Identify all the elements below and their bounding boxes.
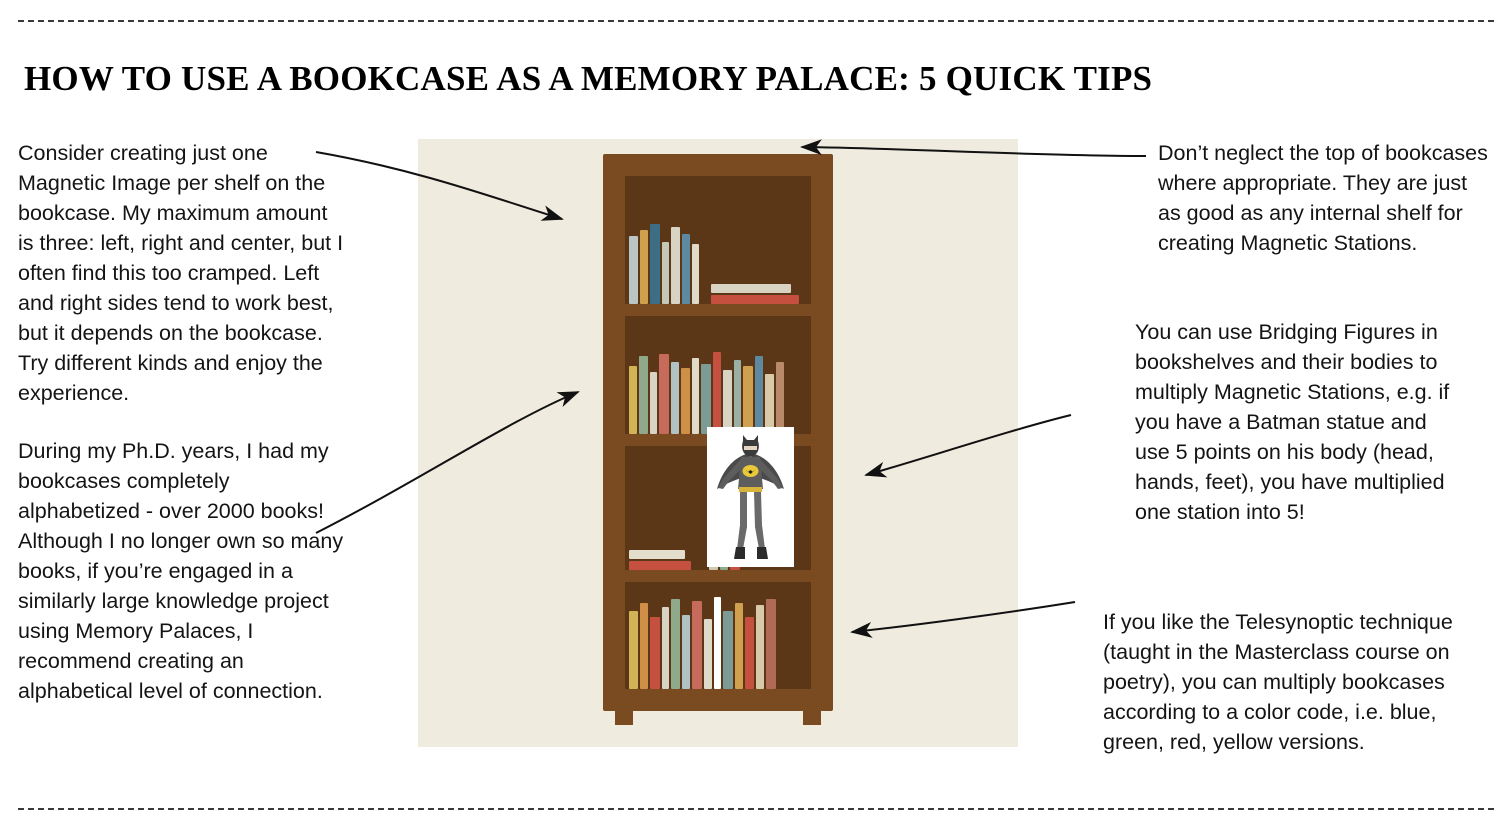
book <box>650 224 660 304</box>
flat-book <box>711 284 791 293</box>
book-row-2 <box>629 352 784 434</box>
right-middle-annotation-text <box>1135 317 1465 527</box>
book <box>776 362 784 434</box>
bookcase-illustration <box>418 139 1018 747</box>
book <box>743 366 753 434</box>
book <box>671 599 680 689</box>
bookcase-foot-right <box>803 703 821 725</box>
book <box>629 366 637 434</box>
book <box>662 242 669 304</box>
book <box>682 234 690 304</box>
book <box>671 362 679 434</box>
book <box>629 611 638 689</box>
flat-book-stack-1 <box>711 284 799 304</box>
book <box>692 244 699 304</box>
book <box>682 615 690 689</box>
book-row-1 <box>629 224 699 304</box>
flat-book <box>629 550 685 559</box>
left-paragraph-2: During my Ph.D. years, I had my bookcases completely alphabetized - over 2000 books! Although I no longer own so many books, if you’re engaged in a similarly large knowledge project using Memory Palaces, I recommend creating an alphabetical level of connection. <box>18 439 344 703</box>
book <box>766 599 776 689</box>
top-divider <box>18 20 1494 22</box>
book <box>681 368 690 434</box>
flat-book <box>711 295 799 304</box>
batman-figure <box>707 427 794 567</box>
book <box>692 601 702 689</box>
book <box>765 374 774 434</box>
bookcase-shelf-2 <box>625 316 811 434</box>
right-top-annotation-text <box>1158 138 1488 258</box>
shelf-divider-3 <box>625 570 811 582</box>
book <box>692 358 699 434</box>
book <box>662 607 669 689</box>
book <box>639 356 648 434</box>
book <box>701 364 711 434</box>
book <box>734 360 741 434</box>
bookcase-foot-left <box>615 703 633 725</box>
batman-figure-photo <box>707 427 794 567</box>
page-title: HOW TO USE A BOOKCASE AS A MEMORY PALACE: 5 QUICK TIPS <box>24 59 1153 99</box>
flat-book-stack-3 <box>629 550 691 570</box>
bottom-divider <box>18 808 1494 810</box>
book <box>723 611 733 689</box>
shelf-divider-1 <box>625 304 811 316</box>
book <box>650 372 657 434</box>
bookcase-shelf-4 <box>625 582 811 689</box>
left-annotation-text <box>18 138 348 706</box>
book <box>713 352 721 434</box>
left-paragraph-1: Consider creating just one Magnetic Image per shelf on the bookcase. My maximum amount is three: left, right and center, but I often find this too cramped. Left and right sides tend to work best, but it depends on the bookcase. Try different kinds and enjoy the experience. <box>18 141 344 405</box>
book <box>659 354 669 434</box>
book <box>629 236 638 304</box>
right-bottom-paragraph: If you like the Telesynoptic technique (taught in the Masterclass course on poetry), you can multiply bookcases according to a color code, i.e. blue, green, red, yellow versions. <box>1103 610 1453 754</box>
book <box>640 230 648 304</box>
book <box>756 605 764 689</box>
bookcase-shelf-1 <box>625 176 811 304</box>
flat-book <box>629 561 691 570</box>
book <box>755 356 763 434</box>
book <box>704 619 712 689</box>
book <box>640 603 648 689</box>
book <box>745 617 754 689</box>
book <box>723 370 732 434</box>
book <box>735 603 743 689</box>
book <box>714 597 721 689</box>
book <box>650 617 660 689</box>
book-row-4 <box>629 597 776 689</box>
right-middle-paragraph: You can use Bridging Figures in bookshelves and their bodies to multiply Magnetic Stations, e.g. if you have a Batman statue and use 5 points on his body (head, hands, feet), you have multiplied one station into 5! <box>1135 320 1450 524</box>
right-top-paragraph: Don’t neglect the top of bookcases where appropriate. They are just as good as any internal shelf for creating Magnetic Stations. <box>1158 141 1488 255</box>
right-bottom-annotation-text <box>1103 607 1473 757</box>
book <box>671 227 680 304</box>
